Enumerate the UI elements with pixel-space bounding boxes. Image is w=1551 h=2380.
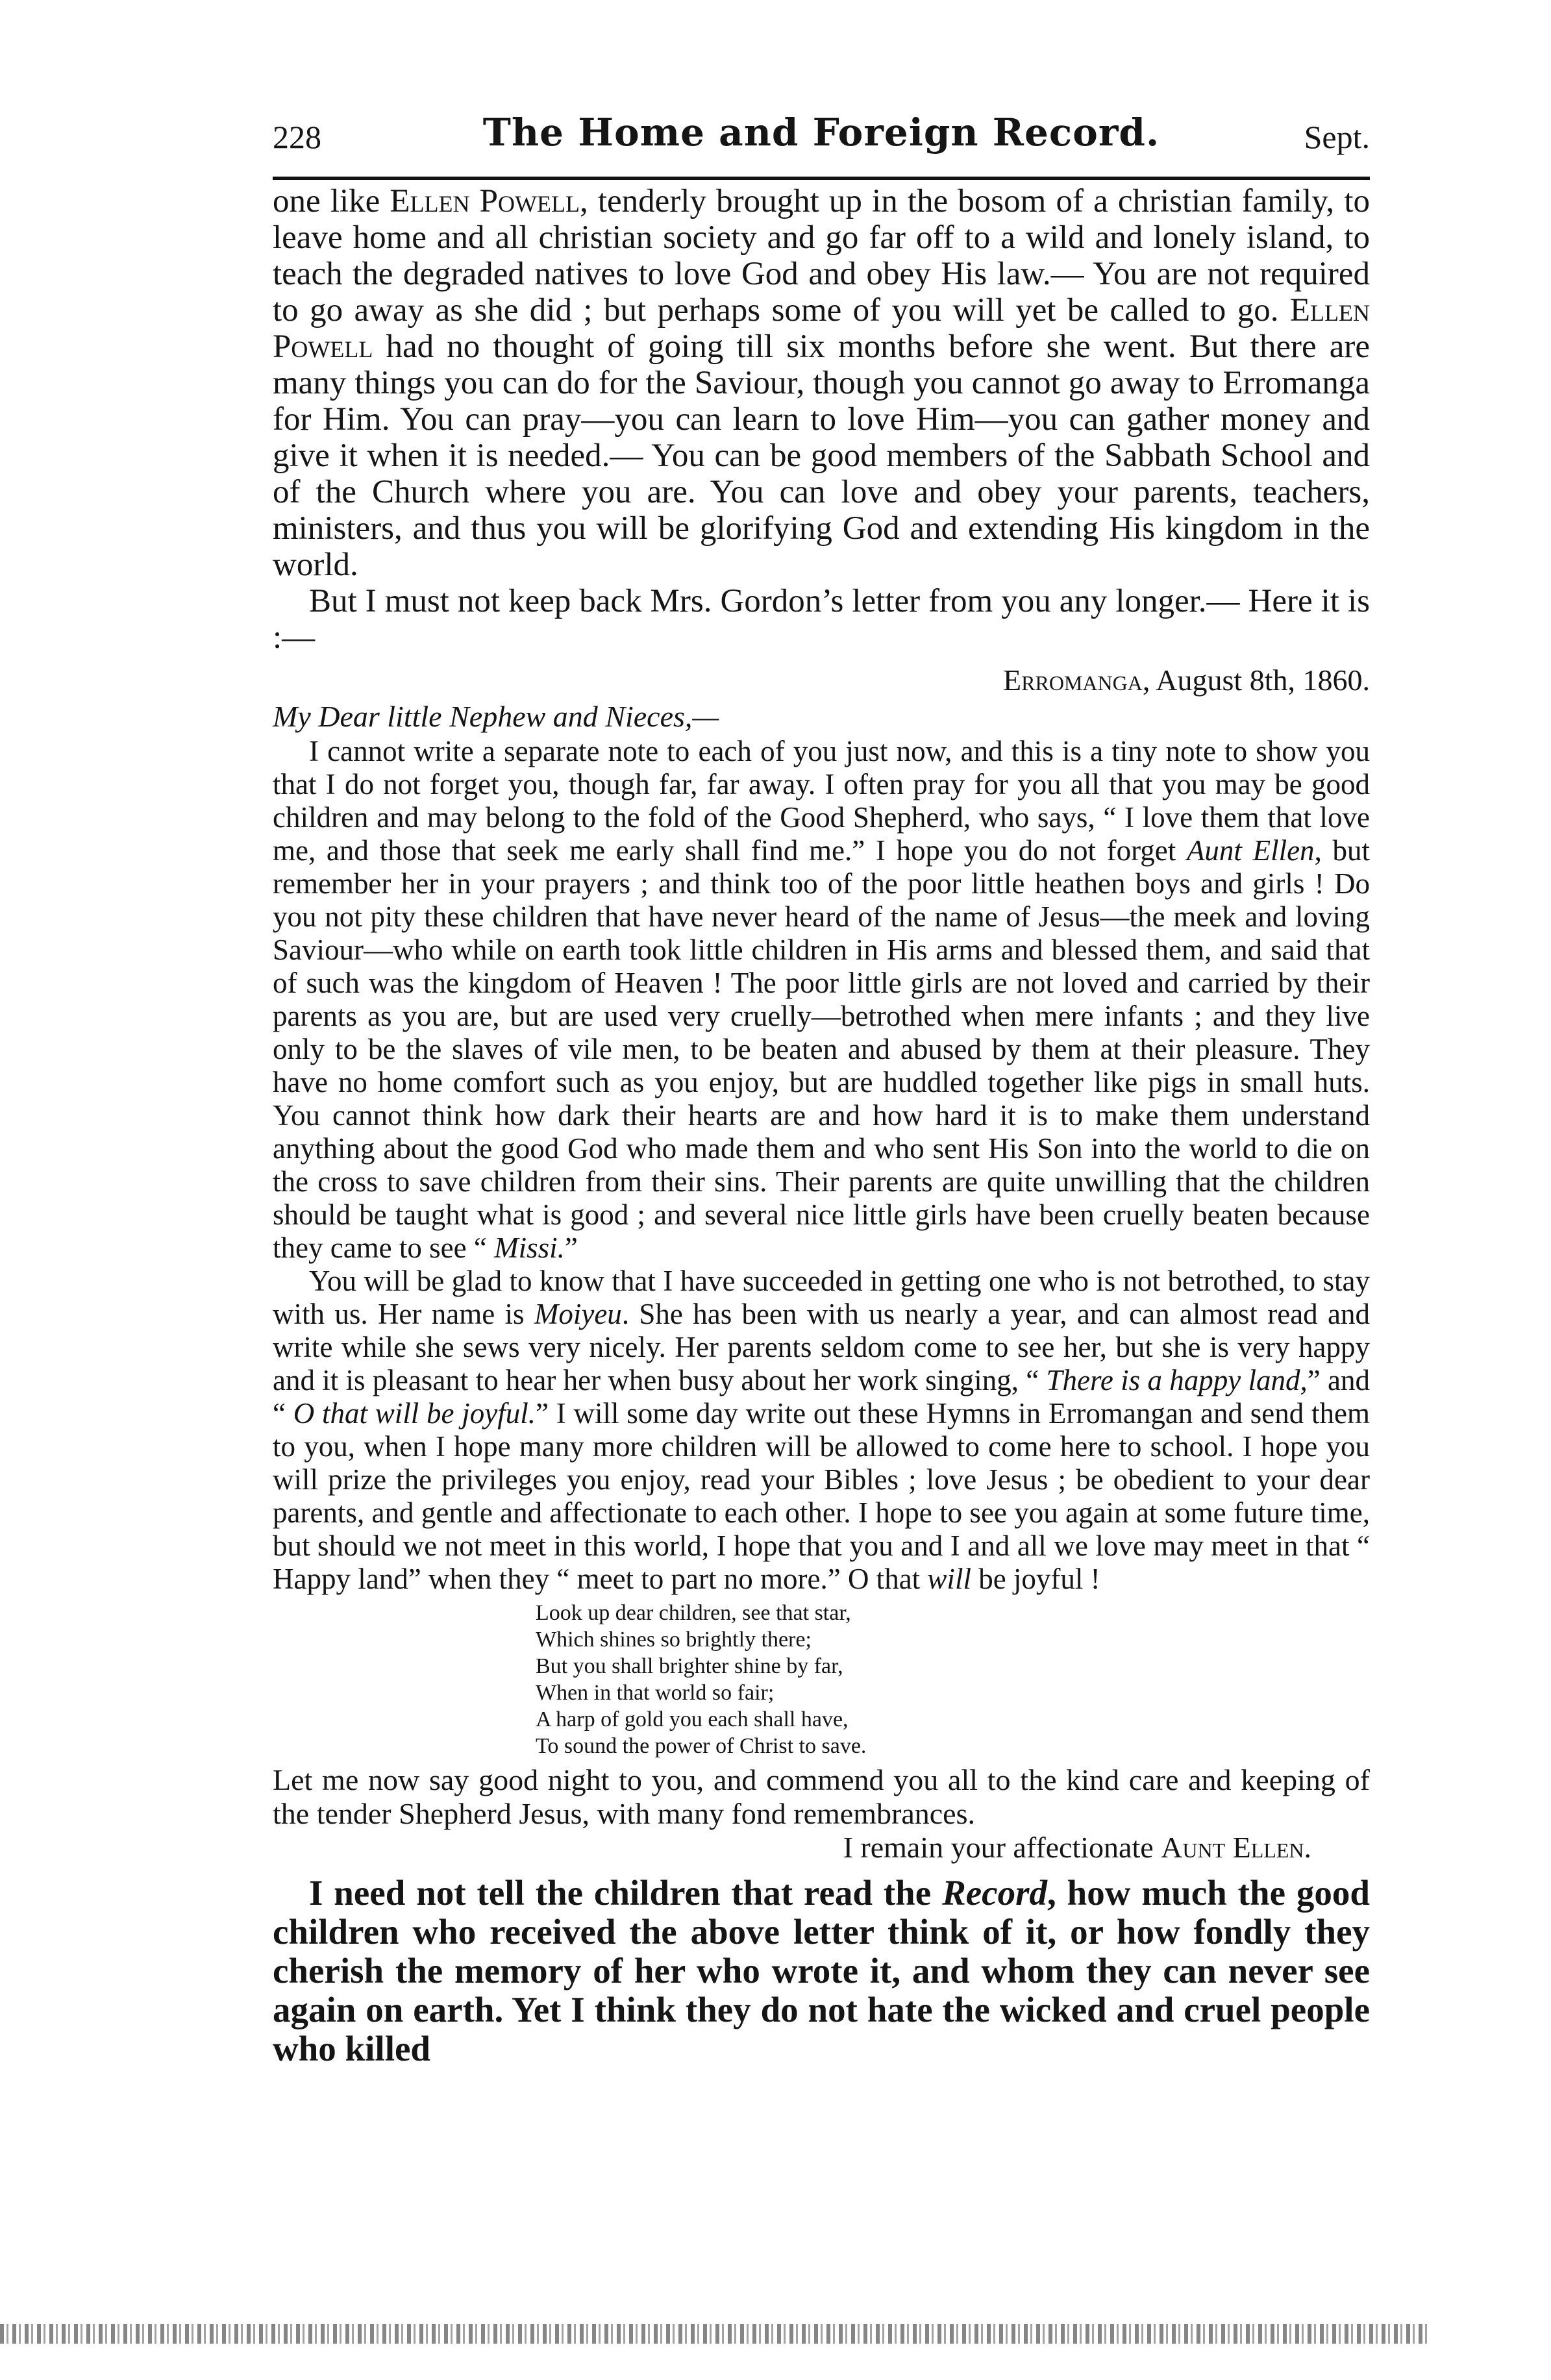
- missi-italic: Missi.: [494, 1232, 565, 1264]
- aunt-ellen-italic: Aunt Ellen: [1186, 834, 1315, 867]
- text-run: ” I will some day write out these Hymns in Erromangan and send them to you, when I hope many more children will be allowed to come here to school. I hope you will prize the privileges you enjoy, read your Bibles ; love Jesus ; be obedient to your dear parents, and gentle and affectionate to each other. I hope to see you again at some future time, but should we not meet in this world, I hope that you and I and all we love may meet in that “ Happy land” when they “ meet to part no more.” O that: [273, 1397, 1370, 1595]
- text-run: one like: [273, 183, 390, 219]
- journal-title: The Home and Foreign Record.: [482, 110, 1160, 155]
- final-paragraph: [273, 1874, 1370, 2068]
- poem: [536, 1600, 1370, 1759]
- text-run: You will be glad to know that I have succeeded in getting one who is not betrothed, to stay with us. Her name is: [273, 1265, 1370, 1330]
- record-italic: Record: [942, 1873, 1047, 1913]
- hymn-title-2: O that will be joyful.: [293, 1397, 536, 1430]
- article-body: [273, 183, 1370, 2068]
- intro-paragraph-2: But I must not keep back Mrs. Gordon’s letter from you any longer.— Here it is :—: [273, 583, 1370, 656]
- letter-salutation: My Dear little Nephew and Nieces,—: [273, 700, 719, 733]
- letter-paragraph-1: [273, 735, 1370, 1265]
- intro-paragraph-1: [273, 183, 1370, 583]
- poem-line: Look up dear children, see that star,: [536, 1601, 851, 1625]
- poem-line: When in that world so fair;: [536, 1681, 775, 1705]
- text-run: had no thought of going till six months before she went. But there are many things you can do for the Saviour, though you cannot go away to Erromanga for Him. You can pray—you can learn to love Him—you can gather money and give it when it is needed.— You can be good members of the Sabbath School and of the Church where you are. You can love and obey your parents, teachers, ministers, and thus you will be glorifying God and extending His kingdom in the world.: [273, 328, 1370, 583]
- text-run: ” and “: [273, 1364, 1370, 1430]
- header-rule: [273, 177, 1370, 180]
- text-run: , how much the good children who received the above letter think of it, or how fondly they cherish the memory of her who wrote it, and whom they can never see again on earth. Yet I think they do not hate the wicked and cruel people who killed: [273, 1873, 1370, 2068]
- letter-paragraph-2: [273, 1265, 1370, 1596]
- running-header: [273, 110, 1370, 169]
- page-number: 228: [273, 119, 321, 155]
- will-italic: will: [927, 1563, 971, 1595]
- issue-month: Sept.: [1304, 119, 1370, 155]
- text-run: . She has been with us nearly a year, and can almost read and write while she sews very nicely. Her parents seldom come to see her, but she is very happy and it is pleasant to hear her when busy about her work singing, “: [273, 1298, 1370, 1396]
- text-run: , but remember her in your prayers ; and think too of the poor little heathen boys and girls ! Do you not pity these children that have never heard of the name of Jesus—the meek and loving Saviour—who while on earth took little children in His arms and blessed them, and said that of such was the kingdom of Heaven ! The poor little girls are not loved and carried by their parents as you are, but are used very cruelly—betrothed when mere infants ; and they live only to be the slaves of vile men, to be beaten and abused by them at their pleasure. They have no home comfort such as you enjoy, but are huddled together like pigs in small huts. You cannot think how dark their hearts are and how hard it is to make them understand anything about the good God who made them and who sent His Son into the world to die on the cross to save children from their sins. Their parents are quite unwilling that the children should be taught what is good ; and several nice little girls have been cruelly beaten because they came to see “: [273, 834, 1370, 1264]
- text-run: I cannot write a separate note to each of you just now, and this is a tiny note to show you that I do not forget you, though far, far away. I often pray for you all that you may be good children and may belong to the fold of the Good Shepherd, who says, “ I love them that love me, and those that seek me early shall find me.” I hope you do not forget: [273, 735, 1370, 867]
- scan-edge-strip: [0, 2324, 1428, 2344]
- letter-signature: [273, 1831, 1370, 1865]
- name-ellen-powell: Ellen Powell: [273, 292, 1370, 365]
- hymn-title-1: There is a happy land,: [1046, 1364, 1308, 1396]
- signature-name: Aunt Ellen.: [1161, 1831, 1311, 1864]
- name-ellen-powell: Ellen Powell: [390, 183, 580, 219]
- text-run: , tenderly brought up in the bosom of a christian family, to leave home and all christian society and go far off to a wild and lonely island, to teach the degraded natives to love God and obey His law.— You are not required to go away as she did ; but perhaps some of you will yet be called to go.: [273, 183, 1370, 328]
- name-moiyeu: Moiyeu: [534, 1298, 622, 1330]
- poem-line: To sound the power of Christ to save.: [536, 1734, 867, 1758]
- text-run: be joyful !: [971, 1563, 1100, 1595]
- poem-line: Which shines so brightly there;: [536, 1628, 812, 1652]
- letter-date: , August 8th, 1860.: [1142, 663, 1370, 697]
- text-run: ”: [564, 1232, 578, 1264]
- poem-line: A harp of gold you each shall have,: [536, 1707, 849, 1731]
- letter-closing: Let me now say good night to you, and commend you all to the kind care and keeping of the tender Shepherd Jesus, with many fond remembrances.: [273, 1763, 1370, 1830]
- text-run: I remain your affectionate: [843, 1831, 1161, 1864]
- letter-place: Erromanga: [1003, 663, 1143, 697]
- poem-line: But you shall brighter shine by far,: [536, 1654, 843, 1678]
- letter-dateline: [273, 662, 1370, 699]
- text-run: I need not tell the children that read the: [309, 1873, 943, 1913]
